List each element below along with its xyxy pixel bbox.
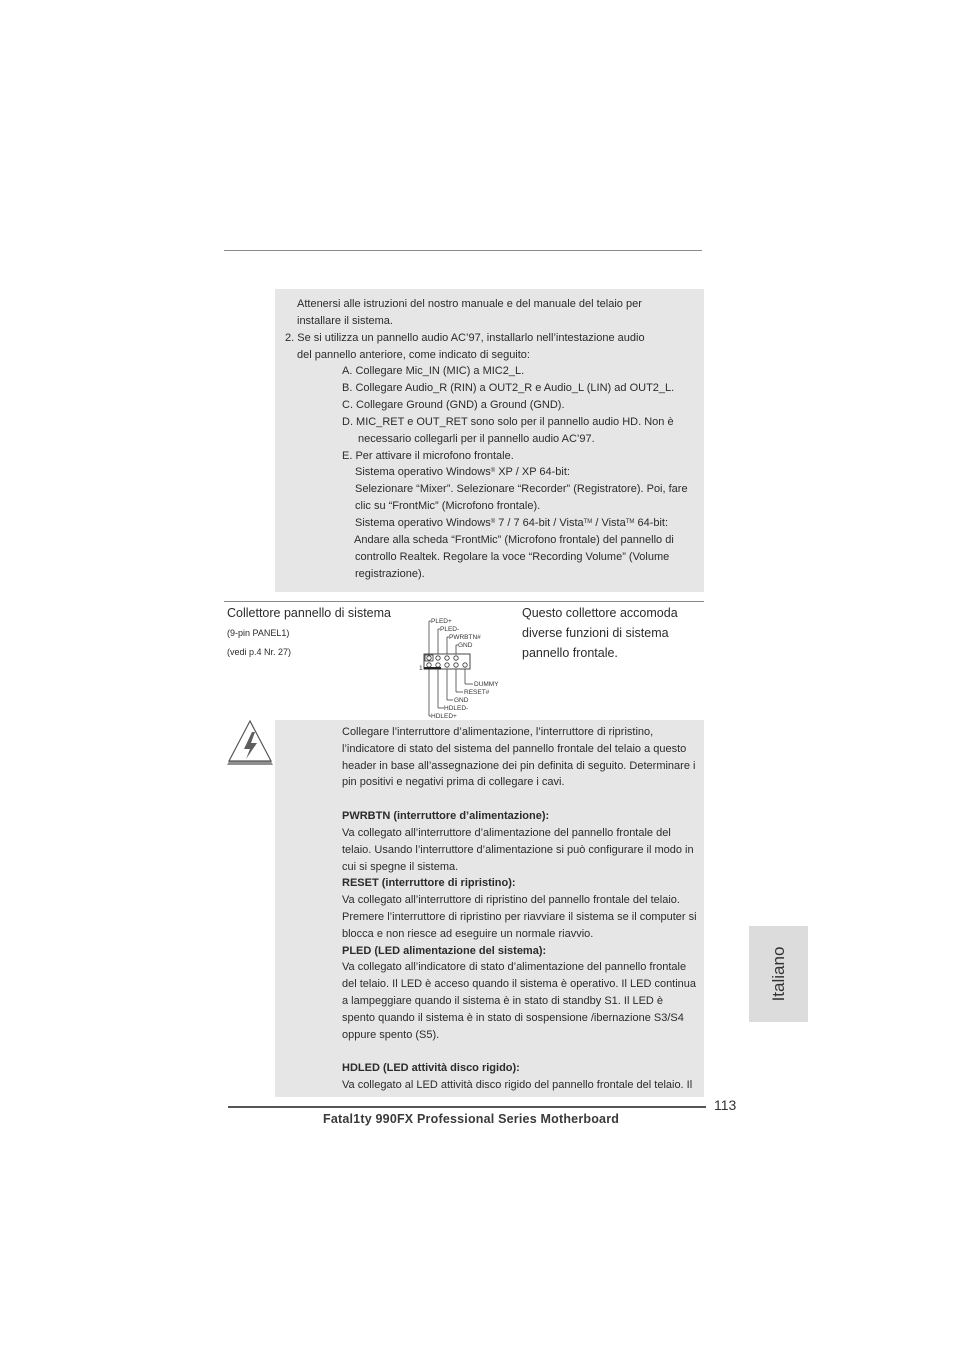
footer-title: Fatal1ty 990FX Professional Series Motherboard	[323, 1112, 620, 1126]
note-line: Andare alla scheda “FrontMic” (Microfono frontale) del pannello di	[354, 534, 674, 546]
reset-line: Va collegato all’interruttore di ripristino del pannello frontale del telaio.	[342, 894, 680, 906]
pin-label: HDLED+	[431, 713, 457, 720]
registered-mark: ®	[490, 468, 496, 474]
pled-line: spento quando il sistema è in stato di sospensione /ibernazione S3/S4	[342, 1012, 684, 1024]
pled-line: oppure spento (S5).	[342, 1029, 440, 1041]
warning-intro-line: l’indicatore di stato del sistema del pannello frontale del telaio a questo	[342, 743, 687, 755]
note-line: E. Per attivare il microfono frontale.	[342, 450, 514, 462]
warning-intro-line: header in base all’assegnazione dei pin definita di seguito. Determinare i	[342, 760, 696, 772]
note-line: del pannello anteriore, come indicato di seguito:	[297, 349, 530, 361]
reset-heading: RESET (interruttore di ripristino):	[342, 877, 516, 889]
pin-label: DUMMY	[474, 681, 499, 688]
os-xp-pre: Sistema operativo Windows	[355, 466, 491, 478]
os-line-vista	[355, 516, 668, 530]
note-line: registrazione).	[355, 568, 425, 580]
registered-mark: ®	[490, 519, 496, 525]
warning-icon	[224, 719, 276, 771]
os-line-xp	[355, 465, 570, 479]
os-7-mid1: 7 / 7 64-bit / Vista	[495, 517, 584, 529]
note-line: Selezionare “Mixer”. Selezionare “Recorder” (Registratore). Poi, fare	[355, 483, 688, 495]
pin	[463, 663, 467, 667]
pin-label: PLED+	[431, 618, 452, 625]
note-line: Attenersi alle istruzioni del nostro manuale e del manuale del telaio per	[297, 298, 642, 310]
note-line: necessario collegarli per il pannello audio AC’97.	[358, 433, 595, 445]
footer-rule	[228, 1106, 706, 1108]
note-line: installare il sistema.	[297, 315, 393, 327]
os-7-post: 64-bit:	[634, 517, 669, 529]
pin-info: (9-pin PANEL1)	[227, 628, 290, 638]
hdled-heading: HDLED (LED attività disco rigido):	[342, 1062, 520, 1074]
pin-1-marker	[424, 667, 441, 670]
pin-label: HDLED-	[444, 705, 469, 712]
page-ref: (vedi p.4 Nr. 27)	[227, 647, 292, 657]
os-7-mid2: / Vista	[592, 517, 626, 529]
pled-line: a lampeggiare quando il sistema è in stato di standby S1. Il LED è	[342, 995, 664, 1007]
warning-intro-line: Collegare l’interruttore d’alimentazione, l’interruttore di ripristino,	[342, 726, 654, 738]
pwrbtn-line: cui si spegne il sistema.	[342, 861, 459, 873]
pin-label: 1	[419, 665, 423, 672]
note-line: clic su “FrontMic” (Microfono frontale).	[355, 500, 541, 512]
section-title: Collettore pannello di sistema	[227, 606, 391, 620]
pwrbtn-heading: PWRBTN (interruttore d’alimentazione):	[342, 810, 550, 822]
top-rule	[224, 250, 702, 251]
hdled-line: Va collegato al LED attività disco rigido del pannello frontale del telaio. Il	[342, 1079, 693, 1091]
trademark: TM	[625, 519, 635, 525]
pled-line: Va collegato all’indicatore di stato d’alimentazione del pannello frontale	[342, 961, 687, 973]
pin-label: GND	[458, 642, 473, 649]
os-7-pre: Sistema operativo Windows	[355, 517, 491, 529]
pwrbtn-line: telaio. Usando l’interruttore d’alimentazione si può configurare il modo in	[342, 844, 694, 856]
section-rule	[224, 601, 704, 602]
trademark: TM	[583, 519, 593, 525]
pin	[445, 663, 449, 667]
language-tab	[749, 926, 808, 1022]
pwrbtn-line: Va collegato all’interruttore d’alimentazione del pannello frontale del	[342, 827, 671, 839]
note-line: C. Collegare Ground (GND) a Ground (GND).	[342, 399, 565, 411]
pled-line: del telaio. Il LED è acceso quando il sistema è operativo. Il LED continua	[342, 978, 697, 990]
note-line: B. Collegare Audio_R (RIN) a OUT2_R e Audio_L (LIN) ad OUT2_L.	[342, 382, 675, 394]
pin-label: PWRBTN#	[449, 634, 481, 641]
description-line: diverse funzioni di sistema	[522, 626, 669, 640]
pin-label: PLED-	[440, 626, 460, 633]
pin	[436, 663, 440, 667]
page-number: 113	[714, 1097, 737, 1113]
os-xp-post: XP / XP 64-bit:	[495, 466, 570, 478]
pin	[427, 663, 431, 667]
pin	[436, 656, 440, 660]
description-line: pannello frontale.	[522, 646, 618, 660]
description-line: Questo collettore accomoda	[522, 606, 678, 620]
reset-line: Premere l’interruttore di ripristino per riavviare il sistema se il computer si	[342, 911, 697, 923]
pin-label: GND	[454, 697, 469, 704]
pin	[454, 663, 458, 667]
note-line: controllo Realtek. Regolare la voce “Recording Volume” (Volume	[355, 551, 670, 563]
note-line: D. MIC_RET e OUT_RET sono solo per il pannello audio HD. Non è	[342, 416, 674, 428]
note-line: 2. Se si utilizza un pannello audio AC’97, installarlo nell’intestazione audio	[285, 332, 645, 344]
pled-heading: PLED (LED alimentazione del sistema):	[342, 945, 547, 957]
reset-line: blocca e non riesce ad eseguire un normale riavvio.	[342, 928, 594, 940]
pin	[427, 656, 431, 660]
panel-pin-diagram	[415, 612, 510, 720]
pin-label: RESET#	[464, 689, 490, 696]
pin	[445, 656, 449, 660]
warning-intro-line: pin positivi e negativi prima di collegare i cavi.	[342, 776, 565, 788]
pin	[454, 656, 458, 660]
language-tab-label: Italiano	[768, 946, 788, 1002]
note-line: A. Collegare Mic_IN (MIC) a MIC2_L.	[342, 365, 525, 377]
